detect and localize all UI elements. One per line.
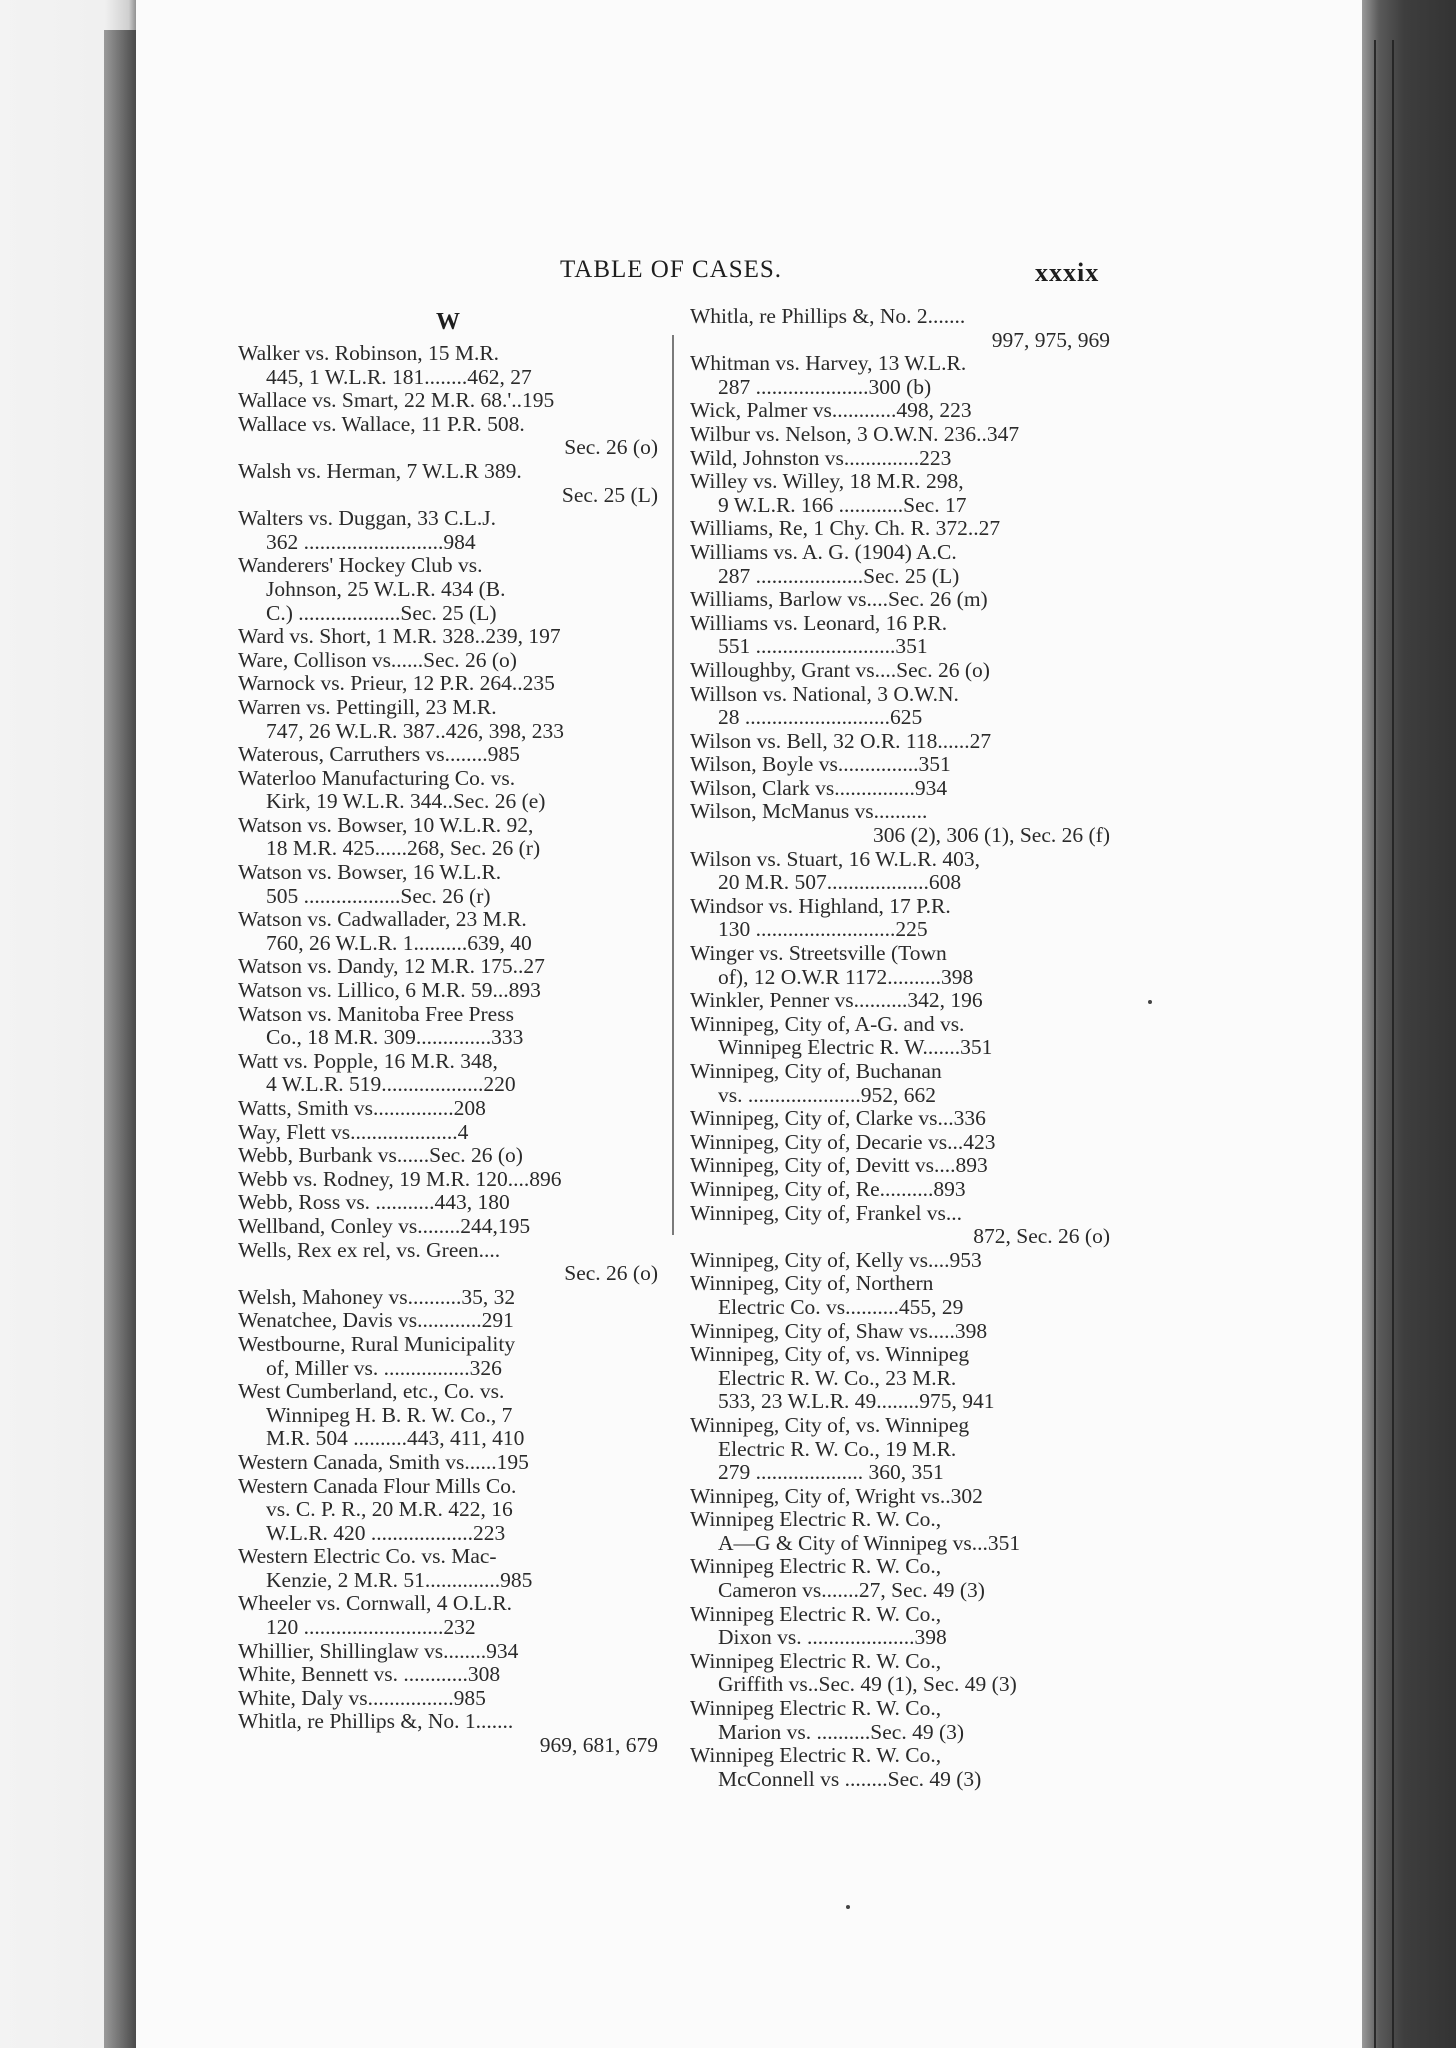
case-entry [690,517,1110,541]
case-entry [690,1414,1110,1485]
case-entry [238,814,658,861]
case-entry-continuation: 18 M.R. 425......268, Sec. 26 (r) [266,837,541,861]
case-entry [690,659,1110,683]
case-entry-title: Wenatchee, Davis vs............291 [238,1309,514,1333]
case-entry [690,753,1110,777]
case-entry [238,1003,658,1050]
page-speck [1148,1000,1152,1004]
case-entry-title: Wells, Rex ex rel, vs. Green.... [238,1238,501,1262]
case-entry [238,1710,658,1757]
case-entry [690,895,1110,942]
case-entry-continuation: Sec. 26 (o) [564,436,658,460]
case-entry-title: Williams, Re, 1 Chy. Ch. R. 372..27 [690,517,1001,541]
case-entry [238,1168,658,1192]
case-entry-continuation: 505 ..................Sec. 26 (r) [266,884,491,908]
case-entry-continuation: 306 (2), 306 (1), Sec. 26 (f) [872,824,1110,848]
case-entry [238,342,658,389]
case-entry [238,743,658,767]
left-entries-list [238,342,658,1758]
case-entry [690,305,1110,352]
case-entry-continuation: W.L.R. 420 ...................223 [266,1521,506,1545]
left-column [238,305,658,1758]
running-title: TABLE OF CASES. [560,256,783,283]
case-entry [690,730,1110,754]
case-entry [238,1640,658,1664]
case-entry-title: Watson vs. Dandy, 12 M.R. 175..27 [238,955,545,979]
case-entry [690,1508,1110,1555]
case-entry-continuation: of, Miller vs. ................326 [266,1356,502,1380]
case-entry-title: Walker vs. Robinson, 15 M.R. [238,342,500,365]
case-entry-title: Waterous, Carruthers vs........985 [238,743,520,767]
case-entry [238,1239,658,1286]
case-entry [238,1309,658,1333]
case-entry [238,1592,658,1639]
case-entry-continuation: McConnell vs ........Sec. 49 (3) [718,1767,982,1791]
case-entry [690,777,1110,801]
case-entry-continuation: Co., 18 M.R. 309..............333 [266,1026,524,1050]
case-entry [690,541,1110,588]
case-entry [690,1202,1110,1249]
case-entry-continuation: Kirk, 19 W.L.R. 344..Sec. 26 (e) [266,790,546,814]
case-entry [690,1131,1110,1155]
case-entry-title: Winnipeg Electric R. W. Co., [690,1508,942,1532]
case-entry [690,399,1110,423]
case-entry-continuation: Dixon vs. ....................398 [718,1626,947,1650]
case-entry [690,1249,1110,1273]
case-entry-title: Warren vs. Pettingill, 23 M.R. [238,695,497,719]
case-entry-title: Warnock vs. Prieur, 12 P.R. 264..235 [238,672,555,696]
case-entry-title: Windsor vs. Highland, 17 P.R. [690,894,951,918]
case-entry-title: Western Canada, Smith vs......195 [238,1450,529,1474]
case-entry-title: Walsh vs. Herman, 7 W.L.R 389. [238,459,522,483]
column-divider [672,335,674,1235]
case-entry [690,612,1110,659]
case-entry-title: Wild, Johnston vs..............223 [690,446,952,470]
case-entry [238,1144,658,1168]
case-entry-title: Winnipeg, City of, Northern [690,1272,934,1296]
case-entry [238,1121,658,1145]
case-entry-title: Walters vs. Duggan, 33 C.L.J. [238,507,497,531]
case-entry-continuation: Kenzie, 2 M.R. 51..............985 [266,1568,533,1592]
case-entry-continuation: Cameron vs.......27, Sec. 49 (3) [718,1579,985,1603]
case-entry-continuation: 4 W.L.R. 519...................220 [266,1073,516,1097]
case-entry-continuation: 747, 26 W.L.R. 387..426, 398, 233 [266,719,565,743]
case-entry-continuation: 551 ..........................351 [718,635,928,659]
case-entry [690,1555,1110,1602]
case-entry [238,1050,658,1097]
case-entry-title: Ward vs. Short, 1 M.R. 328..239, 197 [238,625,561,649]
case-entry [238,1215,658,1239]
case-entry [238,413,658,460]
case-entry-title: West Cumberland, etc., Co. vs. [238,1380,505,1404]
case-entry-title: Way, Flett vs....................4 [238,1120,469,1144]
case-entry [690,1107,1110,1131]
case-entry-title: Wick, Palmer vs............498, 223 [690,399,972,423]
case-entry [238,389,658,413]
case-entry-continuation: 9 W.L.R. 166 ............Sec. 17 [718,493,967,517]
case-entry-continuation: of), 12 O.W.R 1172..........398 [718,965,974,989]
case-entry-title: Willey vs. Willey, 18 M.R. 298, [690,470,964,494]
case-entry [238,1475,658,1546]
case-entry [238,1663,658,1687]
case-entry-title: Watson vs. Bowser, 10 W.L.R. 92, [238,813,534,837]
case-entry-continuation: M.R. 504 ..........443, 411, 410 [266,1427,525,1451]
case-entry-title: Whitla, re Phillips &, No. 1....... [238,1710,514,1734]
case-entry-title: Winnipeg Electric R. W. Co., [690,1744,942,1768]
case-entry-title: Winnipeg, City of, vs. Winnipeg [690,1413,970,1437]
case-entry-title: Watson vs. Bowser, 16 W.L.R. [238,861,502,885]
case-entry [238,767,658,814]
case-entry-continuation: Winnipeg H. B. R. W. Co., 7 [266,1403,513,1427]
case-entry-continuation: Electric R. W. Co., 23 M.R. [718,1366,957,1390]
case-entry-title: Williams, Barlow vs....Sec. 26 (m) [690,588,988,612]
case-entry-title: Winger vs. Streetsville (Town [690,942,947,966]
case-entry-title: Winnipeg Electric R. W. Co., [690,1602,942,1626]
case-entry-title: Wilson, McManus vs.......... [690,800,928,824]
case-entry-continuation: 997, 975, 969 [991,328,1110,352]
left-page-shadow [104,30,136,2048]
book-binding [1362,0,1456,2048]
case-entry [238,1097,658,1121]
case-entry-title: Webb, Ross vs. ...........443, 180 [238,1191,510,1215]
case-entry [238,649,658,673]
case-entry [238,554,658,625]
case-entry-title: Welsh, Mahoney vs..........35, 32 [238,1285,516,1309]
case-entry [690,447,1110,471]
case-entry [690,1485,1110,1509]
case-entry-continuation: C.) ...................Sec. 25 (L) [266,601,497,625]
case-entry [690,1697,1110,1744]
right-column [690,305,1110,1791]
case-entry [690,1272,1110,1319]
case-entry-title: Western Electric Co. vs. Mac- [238,1545,497,1569]
case-entry-title: Ware, Collison vs......Sec. 26 (o) [238,648,517,672]
case-entry [238,672,658,696]
case-entry [690,848,1110,895]
case-entry [238,1687,658,1711]
case-entry-title: Winkler, Penner vs..........342, 196 [690,989,983,1013]
case-entry-title: Watt vs. Popple, 16 M.R. 348, [238,1049,498,1073]
case-entry-continuation: Sec. 25 (L) [561,483,658,507]
case-entry-title: Willson vs. National, 3 O.W.N. [690,682,959,706]
case-entry-title: Waterloo Manufacturing Co. vs. [238,766,516,790]
case-entry-title: Wilson vs. Bell, 32 O.R. 118......27 [690,729,992,753]
case-entry [690,1013,1110,1060]
case-entry [690,989,1110,1013]
case-entry-title: Wilson, Boyle vs...............351 [690,753,951,777]
case-entry-continuation: 130 ..........................225 [718,918,928,942]
case-entry [690,942,1110,989]
case-entry [238,1451,658,1475]
case-entry-title: Wallace vs. Wallace, 11 P.R. 508. [238,412,525,436]
page-number: xxxix [1035,258,1100,287]
case-entry-title: Winnipeg, City of, Devitt vs....893 [690,1154,988,1178]
case-entry [690,1603,1110,1650]
case-entry [690,423,1110,447]
case-entry-continuation: A—G & City of Winnipeg vs...351 [718,1531,1021,1555]
case-entry-continuation: 28 ...........................625 [718,706,923,730]
case-entry-title: Watts, Smith vs...............208 [238,1097,486,1120]
case-entry-title: Wheeler vs. Cornwall, 4 O.L.R. [238,1592,513,1616]
case-entry [690,1154,1110,1178]
case-entry-continuation: Electric R. W. Co., 19 M.R. [718,1437,957,1461]
page-speck [846,1905,850,1909]
case-entry-title: Winnipeg, City of, Shaw vs.....398 [690,1319,988,1343]
case-entry-continuation: Johnson, 25 W.L.R. 434 (B. [266,577,506,601]
case-entry-title: Wilbur vs. Nelson, 3 O.W.N. 236..347 [690,422,1020,446]
case-entry-title: Wanderers' Hockey Club vs. [238,554,483,578]
case-entry [690,1320,1110,1344]
case-entry [238,507,658,554]
case-entry [690,1744,1110,1791]
case-entry [238,1333,658,1380]
case-entry-title: Winnipeg, City of, Decarie vs...423 [690,1130,996,1154]
case-entry [690,588,1110,612]
case-entry-continuation: Sec. 26 (o) [564,1262,658,1286]
case-entry-continuation: 279 .................... 360, 351 [718,1461,944,1485]
case-entry-continuation: Electric Co. vs..........455, 29 [718,1295,964,1319]
case-entry-continuation: 872, Sec. 26 (o) [973,1225,1110,1249]
case-entry-continuation: vs. C. P. R., 20 M.R. 422, 16 [266,1498,513,1522]
case-entry [238,1380,658,1451]
case-entry [238,625,658,649]
case-entry-title: Winnipeg, City of, Wright vs..302 [690,1484,983,1508]
case-entry-continuation: 287 .....................300 (b) [718,375,932,399]
case-entry-title: Watson vs. Lillico, 6 M.R. 59...893 [238,979,541,1003]
case-entry-title: Wilson vs. Stuart, 16 W.L.R. 403, [690,847,980,871]
case-entry [238,955,658,979]
case-entry [238,861,658,908]
case-entry-title: White, Bennett vs. ............308 [238,1663,501,1687]
section-letter: W [436,309,460,335]
right-entries-list [690,305,1110,1791]
case-entry-continuation: 533, 23 W.L.R. 49........975, 941 [718,1390,995,1414]
case-entry [238,1191,658,1215]
case-entry-title: Winnipeg, City of, vs. Winnipeg [690,1343,970,1367]
case-entry-title: Winnipeg Electric R. W. Co., [690,1555,942,1579]
case-entry-title: Winnipeg, City of, Frankel vs... [690,1201,963,1225]
case-entry-title: Winnipeg, City of, Re..........893 [690,1177,966,1201]
case-entry [238,908,658,955]
case-entry-continuation: 760, 26 W.L.R. 1..........639, 40 [266,931,532,955]
case-entry-title: Winnipeg, City of, A-G. and vs. [690,1012,965,1036]
case-entry [238,1545,658,1592]
case-entry-continuation: Griffith vs..Sec. 49 (1), Sec. 49 (3) [718,1673,1017,1697]
case-entry-title: Wilson, Clark vs...............934 [690,776,948,800]
case-entry-title: Williams vs. Leonard, 16 P.R. [690,611,948,635]
case-entry-continuation: Marion vs. ..........Sec. 49 (3) [718,1720,965,1744]
case-entry [690,1178,1110,1202]
case-entry-title: Winnipeg Electric R. W. Co., [690,1649,942,1673]
case-entry-title: Winnipeg Electric R. W. Co., [690,1697,942,1721]
case-entry-title: Whitman vs. Harvey, 13 W.L.R. [690,352,967,376]
case-entry-title: Wellband, Conley vs........244,195 [238,1214,531,1238]
case-entry-title: Westbourne, Rural Municipality [238,1332,516,1356]
case-entry-title: Webb vs. Rodney, 19 M.R. 120....896 [238,1167,562,1191]
case-entry-title: Williams vs. A. G. (1904) A.C. [690,540,957,564]
case-entry [690,1343,1110,1414]
case-entry-continuation: 445, 1 W.L.R. 181........462, 27 [266,365,532,389]
case-entry-title: Whitla, re Phillips &, No. 2....... [690,305,966,328]
case-entry-title: Webb, Burbank vs......Sec. 26 (o) [238,1144,523,1168]
case-entry-title: Willoughby, Grant vs....Sec. 26 (o) [690,658,990,682]
case-entry-title: Wallace vs. Smart, 22 M.R. 68.'..195 [238,389,555,413]
case-entry [690,800,1110,847]
case-entry [690,1650,1110,1697]
case-entry-continuation: 969, 681, 679 [539,1734,658,1758]
case-entry-title: Watson vs. Cadwallader, 23 M.R. [238,908,527,932]
case-entry-continuation: 287 ....................Sec. 25 (L) [718,564,960,588]
case-entry-title: Winnipeg, City of, Clarke vs...336 [690,1107,986,1131]
case-entry [238,460,658,507]
case-entry [690,352,1110,399]
case-entry-title: Watson vs. Manitoba Free Press [238,1002,514,1026]
case-entry-continuation: 120 ..........................232 [266,1616,476,1640]
case-entry-title: Western Canada Flour Mills Co. [238,1474,517,1498]
case-entry [238,696,658,743]
case-entry [690,1060,1110,1107]
case-entry-title: White, Daly vs................985 [238,1686,486,1710]
case-entry-title: Winnipeg, City of, Kelly vs....953 [690,1248,982,1272]
case-entry [690,470,1110,517]
case-entry [238,979,658,1003]
case-entry-continuation: vs. .....................952, 662 [718,1083,936,1107]
case-entry-continuation: 362 ..........................984 [266,530,476,554]
case-entry-continuation: 20 M.R. 507...................608 [718,871,962,895]
case-entry-title: Winnipeg, City of, Buchanan [690,1060,942,1083]
case-entry-continuation: Winnipeg Electric R. W.......351 [718,1036,993,1060]
case-entry [690,683,1110,730]
case-entry-title: Whillier, Shillinglaw vs........934 [238,1639,519,1663]
case-entry [238,1286,658,1310]
